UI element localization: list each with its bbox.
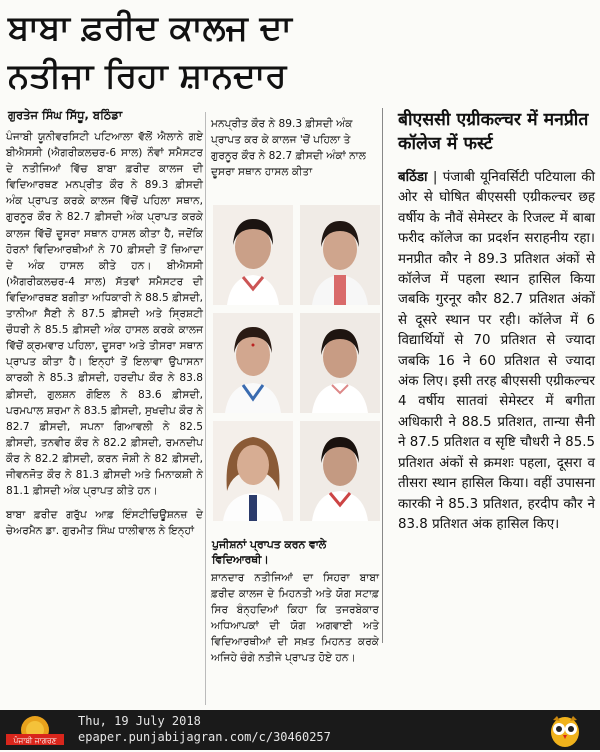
student-photo: [300, 421, 380, 521]
article-column-2: ਸ਼ਾਨਦਾਰ ਨਤੀਜਿਆਂ ਦਾ ਸਿਹਰਾ ਬਾਬਾ ਫ਼ਰੀਦ ਕਾਲਜ ਦੇ ਮਿਹਨਤੀ ਅਤੇ ਯੋਗ ਸਟਾਫ਼ ਸਿਰ ਬੰਨ੍ਹਦਿਆਂ ਕਿਹਾ ਕਿ ਤਜਰਬੇਕਾਰ ਅਧਿਆਪਕਾਂ ਦੀ ਯੋਗ ਅਗਵਾਈ ਅਤੇ ਵਿਦਿਆਰਥੀਆਂ ਦੀ ਸਖ਼ਤ ਮਿਹਨਤ ਕਰਕੇ ਅਜਿਹੇ ਚੰਗੇ ਨਤੀਜੇ ਪ੍ਰਾਪਤ ਹੋਏ ਹਨ।: [211, 572, 379, 665]
student-photo-grid: [213, 205, 383, 530]
logo-text: ਪੰਜਾਬੀ ਜਾਗਰਣ: [13, 736, 57, 745]
hindi-dateline: बठिंडा: [398, 170, 428, 185]
student-photo: [213, 205, 293, 305]
owl-icon: [548, 712, 582, 748]
edition-date: Thu, 19 July 2018: [78, 714, 201, 728]
publication-logo: [6, 712, 64, 748]
article-paragraph-1: ਪੰਜਾਬੀ ਯੂਨੀਵਰਸਿਟੀ ਪਟਿਆਲਾ ਵੱਲੋਂ ਐਲਾਨੇ ਗਏ ਬੀਐਸਸੀ (ਐਗਰੀਕਲਚਰ-6 ਸਾਲ) ਨੌਵਾਂ ਸਮੈਸਟਰ ਦੇ ਨਤੀਜਿਆਂ ਵਿੱਚ ਬਾਬਾ ਫ਼ਰੀਦ ਕਾਲਜ ਦੀ ਵਿਦਿਆਰਥਣ ਮਨਪ੍ਰੀਤ ਕੌਰ ਨੇ 89.3 ਫ਼ੀਸਦੀ ਅੰਕ ਪ੍ਰਾਪਤ ਕਰਕੇ ਕਾਲਜ ਵਿੱਚੋਂ ਪਹਿਲਾ ਸਥਾਨ, ਗੁਰਨੂਰ ਕੌਰ ਨੇ 82.7 ਫ਼ੀਸਦੀ ਅੰਕ ਪ੍ਰਾਪਤ ਕਰਕੇ ਕਾਲਜ ਵਿੱਚੋਂ ਦੂਸਰਾ ਸਥਾਨ ਹਾਸਲ ਕੀਤਾ ਹੈ, ਜਦੋਂਕਿ ਹੋਰਨਾਂ ਵਿਦਿਆਰਥੀਆਂ ਨੇ 70 ਫ਼ੀਸਦੀ ਤੋਂ ਜ਼ਿਆਦਾ ਦੇ ਅੰਕ ਹਾਸਲ ਕੀਤੇ ਹਨ। ਬੀਐਸਸੀ (ਐਗਰੀਕਲਚਰ-4 ਸਾਲ) ਸੱਤਵਾਂ ਸਮੈਸਟਰ ਦੀ ਵਿਦਿਆਰਥਣ ਬਗੀਤਾ ਅਧਿਕਾਰੀ ਨੇ 88.5 ਫ਼ੀਸਦੀ, ਤਾਨੀਆ ਸੈਣੀ ਨੇ 87.5 ਫ਼ੀਸਦੀ ਅਤੇ ਸ੍ਰਿਸ਼ਟੀ ਚੌਧਰੀ ਨੇ 85.5 ਫ਼ੀਸਦੀ ਅੰਕ ਹਾਸਲ ਕਰਕੇ ਕਾਲਜ ਵਿੱਚੋਂ ਕ੍ਰਮਵਾਰ ਪਹਿਲਾ, ਦੂਸਰਾ ਅਤੇ ਤੀਸਰਾ ਸਥਾਨ ਪ੍ਰਾਪਤ ਕੀਤਾ ਹੈ। ਇਨ੍ਹਾਂ ਤੋਂ ਇਲਾਵਾ ਉਪਾਸਨਾ ਕਾਰਕੀ ਨੇ 85.3 ਫ਼ੀਸਦੀ, ਹਰਦੀਪ ਕੌਰ ਨੇ 83.8 ਫ਼ੀਸਦੀ, ਗੁਲਸ਼ਨ ਗੋਇਲ ਨੇ 83.6 ਫ਼ੀਸਦੀ, ਪਰਮਪਾਲ ਸ਼ਰਮਾ ਨੇ 83.5 ਫ਼ੀਸਦੀ, ਸੁਖਦੀਪ ਕੌਰ ਨੇ 82.7 ਫ਼ੀਸਦੀ, ਸਪਨਾ ਗਿਆਵਲੀ ਨੇ 82.5 ਫ਼ੀਸਦੀ, ਤਨਵੀਰ ਕੌਰ ਨੇ 82.2 ਫ਼ੀਸਦੀ, ਰਮਨਦੀਪ ਕੌਰ ਨੇ 82.2 ਫ਼ੀਸਦੀ, ਕਰਨ ਜੋਸ਼ੀ ਨੇ 82 ਫ਼ੀਸਦੀ, ਜੀਵਨਜੋਤ ਕੌਰ ਨੇ 81.3 ਫ਼ੀਸਦੀ ਅਤੇ ਮਿਨਾਕਸ਼ੀ ਨੇ 81.1 ਫ਼ੀਸਦੀ ਅੰਕ ਪ੍ਰਾਪਤ ਕੀਤੇ ਹਨ।: [6, 131, 203, 498]
student-photo: [300, 313, 380, 413]
student-photo: [213, 421, 293, 521]
student-photo: [300, 205, 380, 305]
article-paragraph-2: ਬਾਬਾ ਫ਼ਰੀਦ ਗਰੁੱਪ ਆਫ਼ ਇੰਸਟੀਚਿਊਸ਼ਨਜ਼ ਦੇ ਚੇਅਰਮੈਨ ਡਾ. ਗੁਰਮੀਤ ਸਿੰਘ ਧਾਲੀਵਾਲ ਨੇ ਇਨ੍ਹਾਂ: [6, 509, 203, 538]
pull-quote: ਮਨਪ੍ਰੀਤ ਕੌਰ ਨੇ 89.3 ਫ਼ੀਸਦੀ ਅੰਕ ਪ੍ਰਾਪਤ ਕਰ ਕੇ ਕਾਲਜ 'ਚੋਂ ਪਹਿਲਾ ਤੇ ਗੁਰਨੂਰ ਕੌਰ ਨੇ 82.7 ਫ਼ੀਸਦੀ ਅੰਕਾਂ ਨਾਲ ਦੂਸਰਾ ਸਥਾਨ ਹਾਸਲ ਕੀਤਾ: [211, 118, 366, 179]
byline: ਗੁਰਤੇਜ ਸਿੰਘ ਸਿੱਧੂ, ਬਠਿੰਡਾ: [8, 108, 123, 122]
headline-line-2: ਨਤੀਜਾ ਰਿਹਾ ਸ਼ਾਨਦਾਰ: [8, 56, 287, 96]
photo-caption: ਪੁਜੀਸ਼ਨਾਂ ਪ੍ਰਾਪਤ ਕਰਨ ਵਾਲੇ ਵਿਦਿਆਰਥੀ।: [212, 538, 327, 566]
student-photo: [213, 313, 293, 413]
hindi-text: पंजाबी यूनिवर्सिटी पटियाला की ओर से घोषित बीएससी एग्रीकल्चर छह वर्षीय के नौवें सेमेस्टर के रिजल्ट में बाबा फरीद कॉलेज का प्रदर्शन सराहनीय रहा। मनप्रीत कौर ने 89.3 प्रतिशत अंकों से कॉलेज में पहला स्थान हासिल किया जबकि गुरनूर कौर 82.7 प्रतिशत अंकों से दूसरे स्थान पर रही। कॉलेज में 6 विद्यार्थियों से 70 प्रतिशत से ज्यादा जबकि 16 ने 60 प्रतिशत से ज्यादा अंक लिए। इसी तरह बीएससी एग्रीकल्चर 4 वर्षीय सातवां सेमेस्टर में बगीता अधिकारी ने 88.5 प्रतिशत, तान्या सैनी ने 87.5 प्रतिशत व सृष्टि चौधरी ने 85.5 प्रतिशत अंकों से क्रमशः पहला, दूसरा व तीसरा स्थान हासिल किया। वहीं उपासना कारकी ने 85.3 प्रतिशत, हरदीप कौर ने 83.8 प्रतिशत अंक हासिल किए।: [398, 170, 595, 532]
epaper-url[interactable]: epaper.punjabijagran.com/c/30460257: [78, 730, 331, 744]
column-divider: [205, 112, 206, 705]
hindi-body: [398, 168, 595, 535]
footer-info: [78, 713, 331, 745]
dateline-separator: |: [427, 170, 443, 185]
hindi-headline: बीएससी एग्रीकल्चर में मनप्रीत कॉलेज में फर्स्ट: [398, 110, 589, 154]
headline: [8, 4, 368, 100]
headline-line-1: ਬਾਬਾ ਫ਼ਰੀਦ ਕਾਲਜ ਦਾ: [8, 8, 292, 48]
article-column-1: [6, 129, 203, 539]
